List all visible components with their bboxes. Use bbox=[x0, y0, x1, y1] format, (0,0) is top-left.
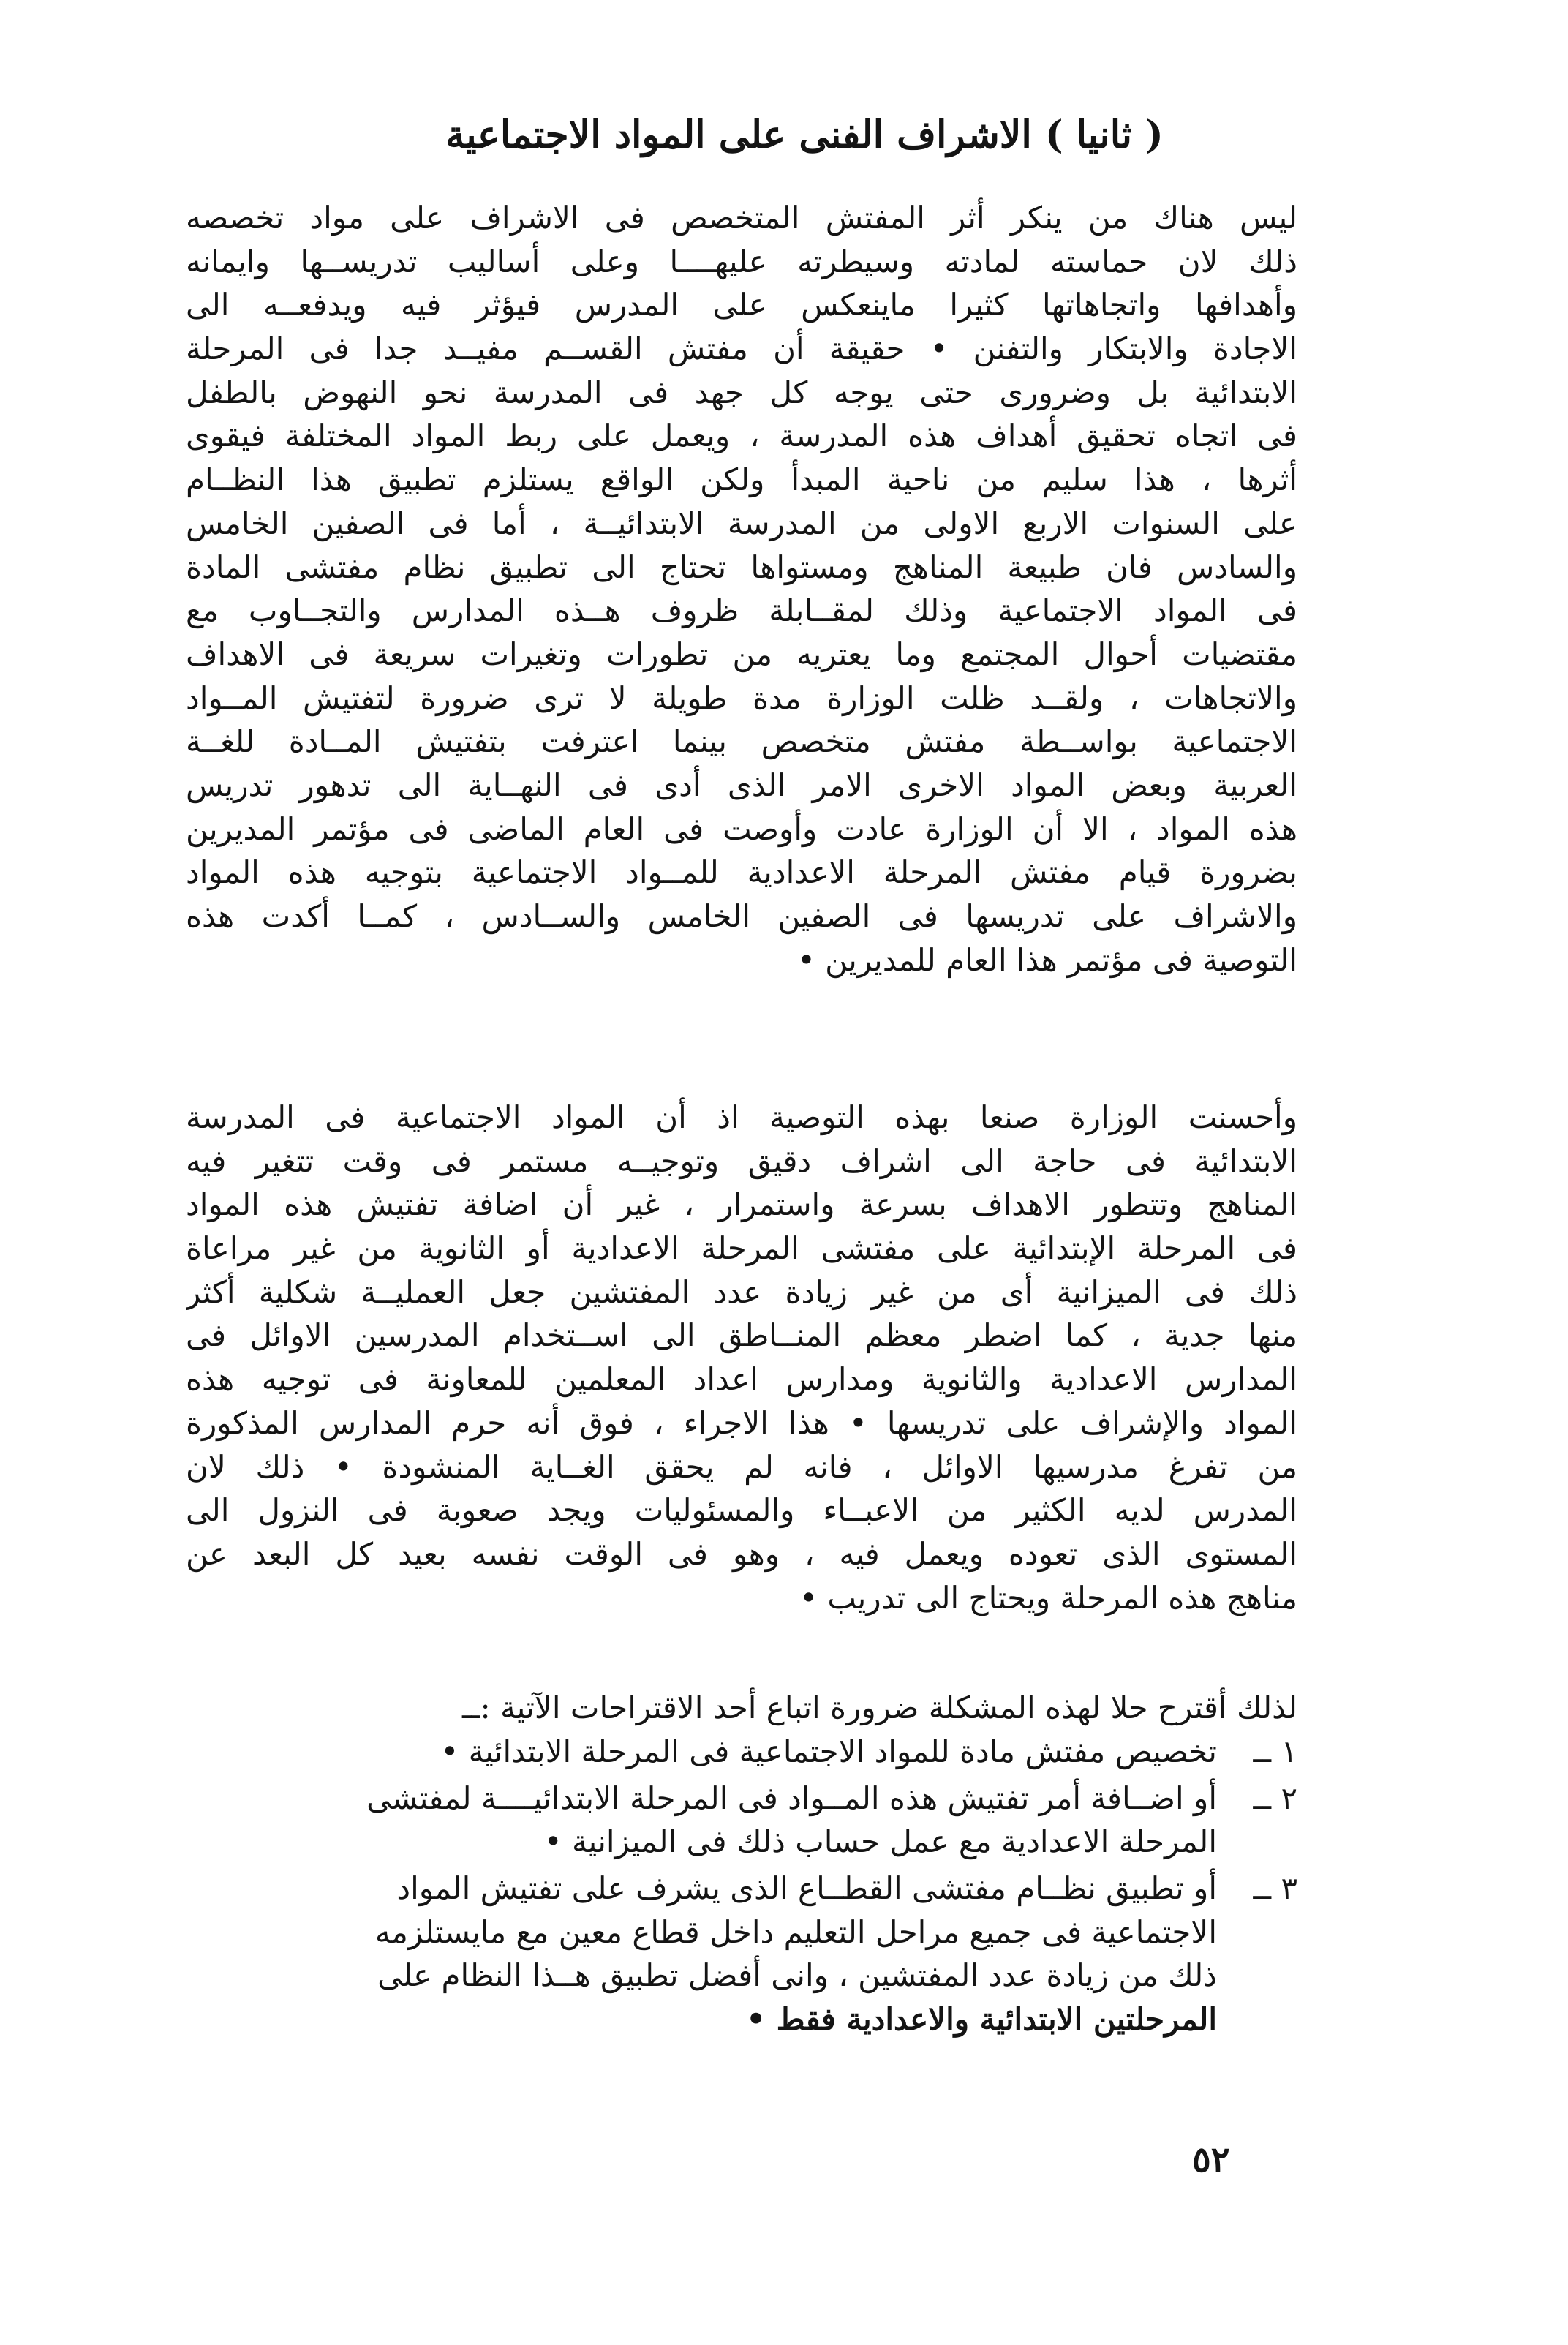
text-line: ليس هناك من ينكر أثر المفتش المتخصص فى الاشراف على مواد تخصصه bbox=[186, 200, 1297, 236]
text-line: العربية وبعض المواد الاخرى الامر الذى أدى فى النهــاية الى تدهور تدريس bbox=[186, 767, 1297, 803]
text-line: الاجادة والابتكار والتفنن • حقيقة أن مفتش القســم مفيــد جدا فى المرحلة bbox=[186, 331, 1297, 367]
text-line: المدارس الاعدادية والثانوية ومدارس اعداد المعلمين للمعاونة فى توجيه هذه bbox=[186, 1361, 1297, 1398]
list-item-text: أو تطبيق نظــام مفتشى القطــاع الذى يشرف على تفتيش المواد bbox=[396, 1870, 1217, 1907]
text-line: لذلك أقترح حلا لهذه المشكلة ضرورة اتباع أحد الاقتراحات الآتية :ــ bbox=[461, 1690, 1297, 1725]
list-item-number: ١ ــ bbox=[1253, 1734, 1297, 1769]
list-item-line: الاجتماعية فى جميع مراحل التعليم داخل قطاع معين مع مايستلزمه bbox=[374, 1913, 1217, 1950]
text-line: أثرها ، هذا سليم من ناحية المبدأ ولكن الواقع يستلزم تطبيق هذا النظــام bbox=[186, 462, 1297, 498]
text-line: بضرورة قيام مفتش المرحلة الاعدادية للمــواد الاجتماعية بتوجيه هذه المواد bbox=[186, 854, 1297, 891]
text-line: مقتضيات أحوال المجتمع وما يعتريه من تطورات وتغيرات سريعة فى الاهداف bbox=[186, 636, 1297, 672]
list-item-number: ٣ ــ bbox=[1253, 1870, 1297, 1907]
text-line: فى المرحلة الإبتدائية على مفتشى المرحلة الاعدادية أو الثانوية من غير مراعاة bbox=[186, 1230, 1297, 1267]
text-line: المواد والإشراف على تدريسها • هذا الاجراء ، فوق أنه حرم المدارس المذكورة bbox=[186, 1404, 1297, 1441]
text-line: التوصية فى مؤتمر هذا العام للمديرين • bbox=[797, 941, 1297, 978]
text-line: والاتجاهات ، ولقــد ظلت الوزارة مدة طويلة لا ترى ضرورة لتفتيش المــواد bbox=[186, 680, 1297, 716]
paragraph-3-intro bbox=[186, 1686, 1297, 1730]
page-title: ( ثانيا ) الاشراف الفنى على المواد الاجتماعية bbox=[445, 113, 1164, 157]
page-number: ٥٢ bbox=[1192, 2139, 1230, 2180]
text-line: وأحسنت الوزارة صنعا بهذه التوصية اذ أن المواد الاجتماعية فى المدرسة bbox=[186, 1099, 1297, 1135]
text-line: هذه المواد ، الا أن الوزارة عادت وأوصت فى العام الماضى فى مؤتمر المديرين bbox=[186, 810, 1297, 847]
list-item-text: أو اضــافة أمر تفتيش هذه المــواد فى المرحلة الابتدائيــــة لمفتشى bbox=[366, 1780, 1217, 1816]
list-item-line: المرحلتين الابتدائية والاعدادية فقط • bbox=[746, 2001, 1217, 2038]
list-item-line bbox=[186, 1730, 1297, 1774]
text-line: المدرس لديه الكثير من الاعبــاء والمسئوليات ويجد صعوبة فى النزول الى bbox=[186, 1492, 1297, 1529]
list-item bbox=[186, 1730, 1297, 1774]
text-line: وأهدافها واتجاهاتها كثيرا ماينعكس على المدرس فيؤثر فيه ويدفعــه الى bbox=[186, 287, 1297, 323]
list-item-text: تخصيص مفتش مادة للمواد الاجتماعية فى المرحلة الابتدائية • bbox=[440, 1734, 1217, 1769]
text-line: الاجتماعية بواســطة مفتش متخصص بينما اعترفت بتفتيش المــادة للغــة bbox=[186, 723, 1297, 760]
text-line: والاشراف على تدريسها فى الصفين الخامس والســادس ، كمــا أكدت هذه bbox=[186, 898, 1297, 934]
list-item-line bbox=[186, 1867, 1297, 1911]
list-item bbox=[186, 1867, 1297, 2041]
text-line: مناهج هذه المرحلة ويحتاج الى تدريب • bbox=[799, 1579, 1297, 1616]
list-item-line: المرحلة الاعدادية مع عمل حساب ذلك فى الميزانية • bbox=[543, 1823, 1217, 1860]
text-line: الابتدائية فى حاجة الى اشراف دقيق وتوجيــه مستمر فى وقت تتغير فيه bbox=[186, 1143, 1297, 1179]
text-line: ذلك فى الميزانية أى من غير زيادة عدد المفتشين جعل العمليــة شكلية أكثر bbox=[186, 1273, 1297, 1310]
list-item-line: ذلك من زيادة عدد المفتشين ، وانى أفضل تطبيق هــذا النظام على bbox=[377, 1957, 1217, 1994]
text-line: من تفرغ مدرسيها الاوائل ، فانه لم يحقق الغــاية المنشودة • ذلك لان bbox=[186, 1448, 1297, 1485]
text-line: على السنوات الاربع الاولى من المدرسة الابتدائيــة ، أما فى الصفين الخامس bbox=[186, 505, 1297, 541]
text-line: ذلك لان حماسته لمادته وسيطرته عليهــــا وعلى أساليب تدريســها وايمانه bbox=[186, 243, 1297, 279]
list-item-line bbox=[186, 1777, 1297, 1821]
paragraph-1 bbox=[186, 196, 1297, 982]
text-line: الابتدائية بل وضرورى حتى يوجه كل جهد فى المدرسة نحو النهوض بالطفل bbox=[186, 374, 1297, 410]
text-line: والسادس فان طبيعة المناهج ومستواها تحتاج الى تطبيق نظام مفتشى المادة bbox=[186, 549, 1297, 585]
text-line: فى المواد الاجتماعية وذلك لمقــابلة ظروف هــذه المدارس والتجــاوب مع bbox=[186, 592, 1297, 629]
text-line: المستوى الذى تعوده ويعمل فيه ، وهو فى الوقت نفسه بعيد كل البعد عن bbox=[186, 1535, 1297, 1572]
proposals-list bbox=[186, 1730, 1297, 2041]
list-item bbox=[186, 1777, 1297, 1864]
text-line: فى اتجاه تحقيق أهداف هذه المدرسة ، ويعمل على ربط المواد المختلفة فيقوى bbox=[186, 418, 1297, 454]
text-line: المناهج وتتطور الاهداف بسرعة واستمرار ، غير أن اضافة تفتيش هذه المواد bbox=[186, 1186, 1297, 1223]
paragraph-2 bbox=[186, 1096, 1297, 1619]
text-line: منها جدية ، كما اضطر معظم المنــاطق الى اســتخدام المدرسين الاوائل فى bbox=[186, 1317, 1297, 1354]
list-item-number: ٢ ــ bbox=[1253, 1780, 1297, 1816]
